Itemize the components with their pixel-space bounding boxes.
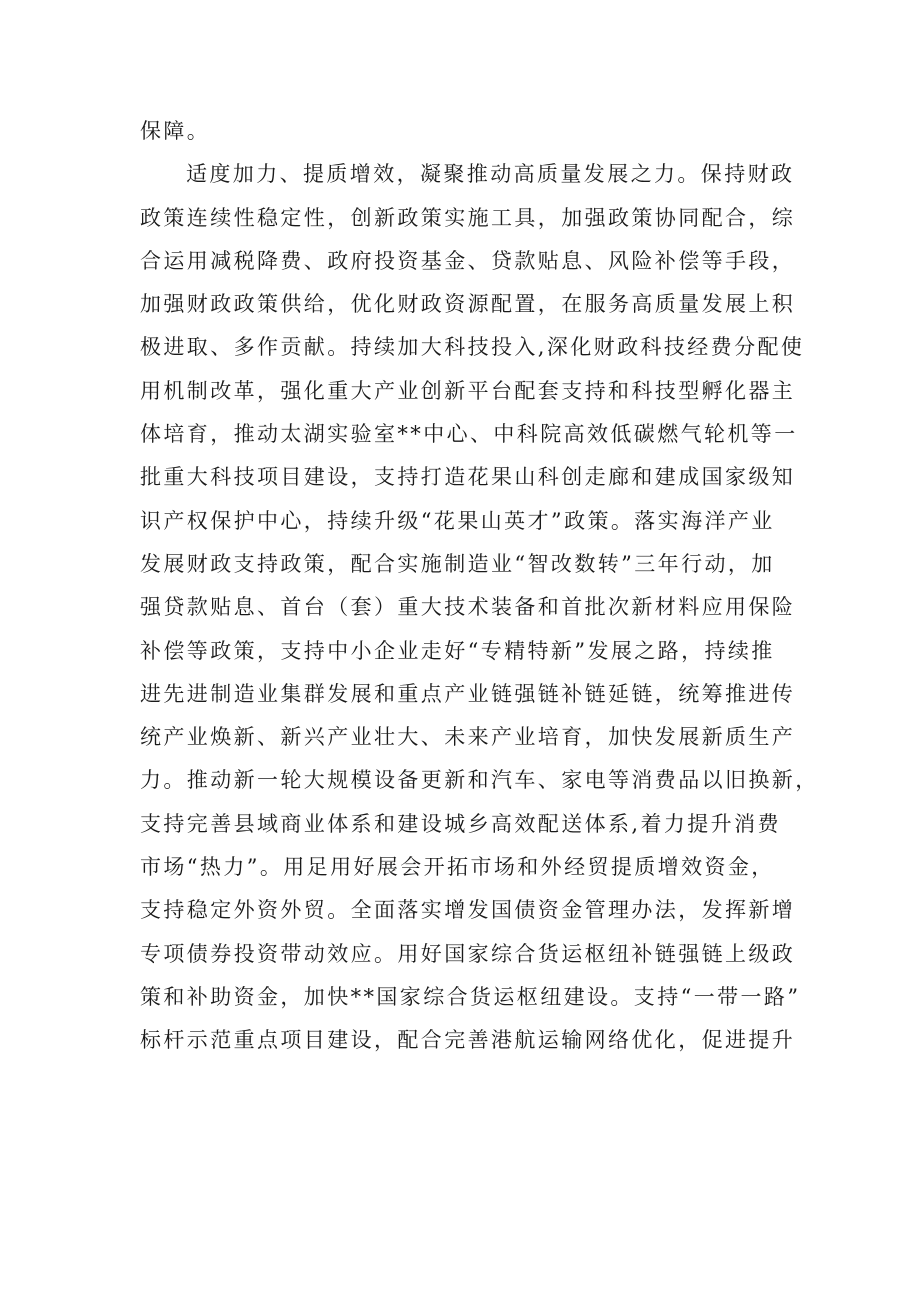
text-line: 标杆示范重点项目建设，配合完善港航运输网络优化，促进提升 [140, 1028, 796, 1053]
text-line: 进先进制造业集群发展和重点产业链强链补链延链，统筹推进传 [140, 681, 796, 706]
body-text [140, 110, 819, 1063]
text-line: 极进取、多作贡献。持续加大科技投入,深化财政科技经费分配使 [140, 335, 805, 360]
text-line: 保障。 [140, 119, 211, 143]
text-line: 政策连续性稳定性，创新政策实施工具，加强政策协同配合，综 [140, 205, 796, 230]
text-line: 统产业焕新、新兴产业壮大、未来产业培育，加快发展新质生产 [140, 725, 796, 750]
text-line: 强贷款贴息、首台（套）重大技术装备和首批次新材料应用保险 [140, 595, 796, 620]
text-line: 力。推动新一轮大规模设备更新和汽车、家电等消费品以旧换新， [140, 768, 819, 793]
text-line: 支持稳定外资外贸。全面落实增发国债资金管理办法，发挥新增 [140, 898, 796, 923]
text-line: 支持完善县域商业体系和建设城乡高效配送体系,着力提升消费 [140, 811, 781, 836]
text-line: 批重大科技项目建设，支持打造花果山科创走廊和建成国家级知 [140, 465, 796, 490]
text-line: 体培育，推动太湖实验室**中心、中科院高效低碳燃气轮机等一 [140, 422, 798, 447]
text-line: 策和补助资金，加快**国家综合货运枢纽建设。支持“一带一路” [140, 984, 801, 1009]
text-line: 市场“热力”。用足用好展会开拓市场和外经贸提质增效资金， [140, 855, 775, 880]
text-line: 识产权保护中心，持续升级“花果山英才”政策。落实海洋产业 [140, 508, 775, 533]
text-line: 专项债券投资带动效应。用好国家综合货运枢纽补链强链上级政 [140, 941, 796, 966]
text-line: 加强财政政策供给，优化财政资源配置，在服务高质量发展上积 [140, 292, 796, 317]
text-line: 合运用减税降费、政府投资基金、贷款贴息、风险补偿等手段， [140, 248, 796, 273]
text-line: 补偿等政策，支持中小企业走好“专精特新”发展之路，持续推 [140, 638, 775, 663]
text-line: 用机制改革，强化重大产业创新平台配套支持和科技型孵化器主 [140, 378, 796, 403]
paragraph-first-line: 适度加力、提质增效，凝聚推动高质量发展之力。保持财政 [186, 162, 795, 187]
text-line: 发展财政支持政策，配合实施制造业“智改数转”三年行动，加 [140, 551, 775, 576]
